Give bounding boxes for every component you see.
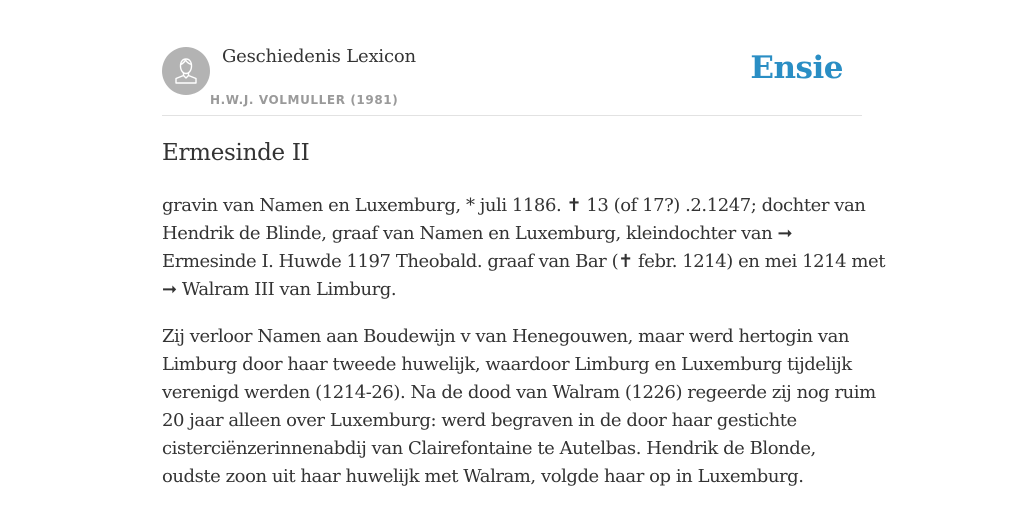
author-name[interactable]: H.W.J. VOLMULLER (1981) xyxy=(210,93,399,107)
text-line: ➞ Walram III van Limburg. xyxy=(162,279,397,300)
avatar[interactable] xyxy=(162,47,210,95)
article-container xyxy=(162,0,886,487)
text-line: Hendrik de Blinde, graaf van Namen en Luxemburg, kleindochter van ➞ xyxy=(162,223,793,244)
text-line: cisterciënzerinnenabdij van Clairefontaine te Autelbas. Hendrik de Blonde, xyxy=(162,438,816,459)
text-line: 20 jaar alleen over Luxemburg: werd begraven in de door haar gestichte xyxy=(162,410,797,431)
text-line: verenigd werden (1214-26). Na de dood van Walram (1226) regeerde zij nog ruim xyxy=(162,382,876,403)
entry-paragraph xyxy=(162,323,876,491)
text-line: Ermesinde I. Huwde 1197 Theobald. graaf van Bar (✝ febr. 1214) en mei 1214 met xyxy=(162,251,886,272)
header xyxy=(162,0,862,116)
book-title[interactable]: Geschiedenis Lexicon xyxy=(222,46,416,67)
text-line: gravin van Namen en Luxemburg, * juli 1186. ✝ 13 (of 17?) .2.1247; dochter van xyxy=(162,195,866,216)
text-line: Zij verloor Namen aan Boudewijn v van Henegouwen, maar werd hertogin van xyxy=(162,326,850,347)
text-line: Limburg door haar tweede huwelijk, waardoor Limburg en Luxemburg tijdelijk xyxy=(162,354,852,375)
text-line: oudste zoon uit haar huwelijk met Walram, volgde haar op in Luxemburg. xyxy=(162,466,804,487)
entry-title: Ermesinde II xyxy=(162,140,310,166)
brand-logo[interactable]: Ensie xyxy=(750,50,843,86)
entry-paragraph xyxy=(162,192,886,304)
user-icon xyxy=(162,47,210,95)
